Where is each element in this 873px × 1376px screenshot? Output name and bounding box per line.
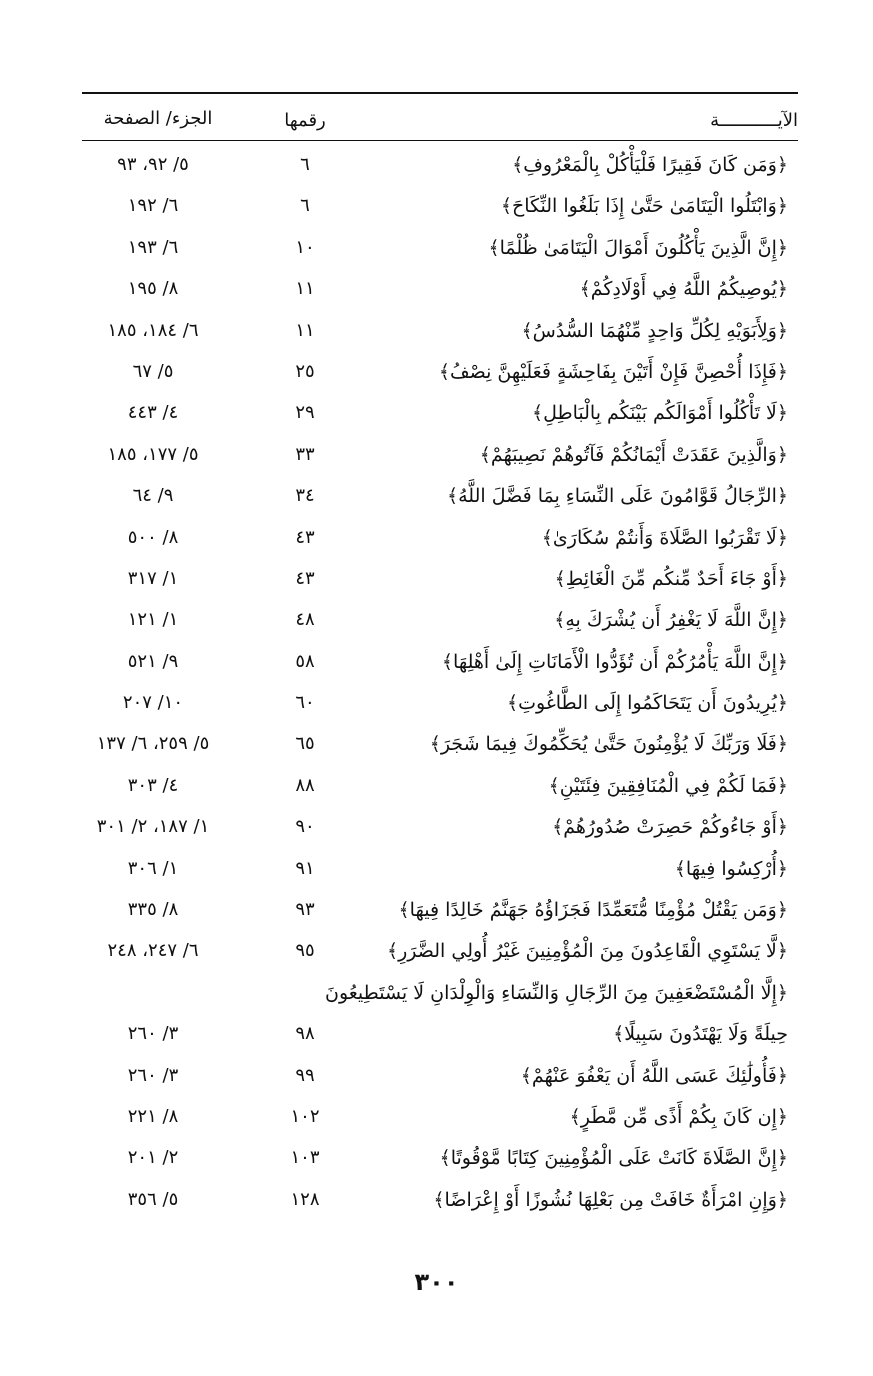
- volume-page: ١/ ٣١٧: [127, 567, 179, 589]
- table-row: [82, 519, 798, 560]
- ayah-number: ٨٨: [295, 774, 315, 796]
- table-row: [82, 560, 798, 601]
- ayah-text: ﴿لَا تَأْكُلُوا أَمْوَالَكُم بَيْنَكُم بِالْبَاطِلِ﴾: [531, 402, 788, 425]
- table-row: [82, 767, 798, 808]
- table-row: [82, 270, 798, 311]
- ayah-text: ﴿فَأُولَٰئِكَ عَسَى اللَّهُ أَن يَعْفُوَ عَنْهُمْ﴾: [520, 1064, 788, 1087]
- ayah-text: ﴿فَإِذَا أُحْصِنَّ فَإِنْ أَتَيْنَ بِفَاحِشَةٍ فَعَلَيْهِنَّ نِصْفُ﴾: [438, 360, 788, 383]
- table-row: [82, 436, 798, 477]
- ayah-number: ٥٨: [295, 650, 315, 672]
- table-row: [82, 850, 798, 891]
- ayah-number: ٢٥: [295, 360, 315, 382]
- table-row: [82, 808, 798, 849]
- volume-page: ٤/ ٣٠٣: [127, 774, 179, 796]
- header-number: رقمها: [284, 110, 326, 131]
- ayah-text: ﴿إِلَّا الْمُسْتَضْعَفِينَ مِنَ الرِّجَالِ وَالنِّسَاءِ وَالْوِلْدَانِ لَا يَسْتَطِيعُونَ: [324, 981, 788, 1004]
- ayah-text: ﴿أَوْ جَاءُوكُمْ حَصِرَتْ صُدُورُهُمْ﴾: [552, 816, 788, 839]
- header-ayah: الآيـــــــــــة: [710, 110, 798, 131]
- table-row: [82, 1181, 798, 1222]
- volume-page: ٢/ ٢٠١: [127, 1147, 179, 1169]
- ayah-number: ٩٨: [295, 1023, 315, 1045]
- volume-page: ٦/ ١٩٢: [127, 195, 179, 217]
- volume-page: ٦/ ١٨٤، ١٨٥: [107, 319, 199, 341]
- ayah-text: ﴿يُوصِيكُمُ اللَّهُ فِي أَوْلَادِكُمْ﴾: [579, 278, 788, 301]
- ayah-text: ﴿لَّا يَسْتَوِي الْقَاعِدُونَ مِنَ الْمُؤْمِنِينَ غَيْرُ أُولِي الضَّرَرِ﴾: [387, 940, 788, 963]
- volume-page: ١/ ١٢١: [127, 609, 179, 631]
- volume-page: ٨/ ٥٠٠: [127, 526, 179, 548]
- ayah-text: ﴿وَابْتَلُوا الْيَتَامَىٰ حَتَّىٰ إِذَا بَلَغُوا النِّكَاحَ﴾: [500, 195, 788, 218]
- ayah-number: ١١: [295, 319, 315, 341]
- ayah-text: ﴿يُرِيدُونَ أَن يَتَحَاكَمُوا إِلَى الطَّاغُوتِ﴾: [506, 692, 788, 715]
- top-rule: [82, 92, 798, 94]
- ayah-number: ٦٥: [295, 733, 315, 755]
- ayah-text: ﴿وَإِنِ امْرَأَةٌ خَافَتْ مِن بَعْلِهَا نُشُوزًا أَوْ إِعْرَاضًا﴾: [433, 1188, 788, 1211]
- table-row: [82, 353, 798, 394]
- page-number: ٣٠٠: [414, 1268, 459, 1296]
- ayah-text: ﴿وَمَن يَقْتُلْ مُؤْمِنًا مُّتَعَمِّدًا فَجَزَاؤُهُ جَهَنَّمُ خَالِدًا فِيهَا﴾: [398, 899, 788, 922]
- volume-page: ٣/ ٢٦٠: [127, 1064, 179, 1086]
- ayah-text: ﴿إِنَّ اللَّهَ لَا يَغْفِرُ أَن يُشْرَكَ بِهِ﴾: [554, 609, 788, 632]
- volume-page: ١٠/ ٢٠٧: [122, 692, 184, 714]
- table-row: [82, 229, 798, 270]
- ayah-number: ٩٠: [295, 816, 315, 838]
- table-row: [82, 477, 798, 518]
- ayah-number: ٦: [300, 195, 310, 217]
- table-row: [82, 1057, 798, 1098]
- table-header: [82, 104, 798, 140]
- ayah-text: ﴿إِن كَانَ بِكُمْ أَذًى مِّن مَّطَرٍ﴾: [569, 1105, 788, 1128]
- ayah-number: ٢٩: [295, 402, 315, 424]
- table-row: [82, 643, 798, 684]
- table-row: [82, 684, 798, 725]
- ayah-number: ١٠٣: [290, 1147, 320, 1169]
- ayah-number: ٩٩: [295, 1064, 315, 1086]
- header-page: الجزء/ الصفحة: [103, 108, 213, 129]
- volume-page: ٨/ ٣٣٥: [127, 899, 179, 921]
- volume-page: ٥/ ٣٥٦: [127, 1188, 179, 1210]
- volume-page: ١/ ١٨٧، ٢/ ٣٠١: [96, 816, 210, 838]
- ayah-number: ٣٤: [295, 485, 315, 507]
- ayah-number: ٦٠: [295, 692, 315, 714]
- ayah-number: ١٠٢: [290, 1105, 320, 1127]
- volume-page: ٩/ ٦٤: [132, 485, 174, 507]
- volume-page: ١/ ٣٠٦: [127, 857, 179, 879]
- volume-page: ٥/ ٢٥٩، ٦/ ١٣٧: [96, 733, 210, 755]
- volume-page: ٦/ ١٩٣: [127, 236, 179, 258]
- ayah-text: ﴿وَلِأَبَوَيْهِ لِكُلِّ وَاحِدٍ مِّنْهُمَا السُّدُسُ﴾: [521, 319, 788, 342]
- ayah-text: ﴿الرِّجَالُ قَوَّامُونَ عَلَى النِّسَاءِ بِمَا فَضَّلَ اللَّهُ﴾: [446, 485, 788, 508]
- ayah-number: ٤٣: [295, 526, 315, 548]
- table-row: [82, 1015, 798, 1056]
- ayah-number: ٩١: [295, 857, 315, 879]
- ayah-number: ٩٣: [295, 899, 315, 921]
- ayah-text: ﴿إِنَّ اللَّهَ يَأْمُرُكُمْ أَن تُؤَدُّوا الْأَمَانَاتِ إِلَىٰ أَهْلِهَا﴾: [441, 650, 788, 673]
- ayah-number: ٤٨: [295, 609, 315, 631]
- ayah-text: ﴿إِنَّ الَّذِينَ يَأْكُلُونَ أَمْوَالَ الْيَتَامَىٰ ظُلْمًا﴾: [488, 236, 788, 259]
- ayah-text: ﴿فَمَا لَكُمْ فِي الْمُنَافِقِينَ فِئَتَيْنِ﴾: [548, 774, 788, 797]
- ayah-number: ٩٥: [295, 940, 315, 962]
- ayah-number: ١١: [295, 278, 315, 300]
- volume-page: ٤/ ٤٤٣: [127, 402, 179, 424]
- ayah-text: ﴿وَمَن كَانَ فَقِيرًا فَلْيَأْكُلْ بِالْمَعْرُوفِ﴾: [512, 154, 788, 176]
- ayah-number: ٦: [300, 154, 310, 175]
- volume-page: ٨/ ١٩٥: [127, 278, 179, 300]
- table-row: [82, 187, 798, 228]
- ayah-number: ٤٣: [295, 567, 315, 589]
- ayah-text: ﴿أَوْ جَاءَ أَحَدٌ مِّنكُم مِّنَ الْغَائِطِ﴾: [554, 567, 788, 590]
- ayah-number: ١٠: [295, 236, 315, 258]
- ayah-text: ﴿إِنَّ الصَّلَاةَ كَانَتْ عَلَى الْمُؤْمِنِينَ كِتَابًا مَّوْقُوتًا﴾: [439, 1147, 788, 1170]
- table-row: [82, 932, 798, 973]
- table-row: [82, 394, 798, 435]
- volume-page: ٩/ ٥٢١: [127, 650, 179, 672]
- volume-page: ٣/ ٢٦٠: [127, 1023, 179, 1045]
- volume-page: ٥/ ٦٧: [132, 360, 174, 382]
- ayah-text: ﴿أُرْكِسُوا فِيهَا﴾: [674, 857, 788, 880]
- ayah-text: ﴿لَا تَقْرَبُوا الصَّلَاةَ وَأَنتُمْ سُكَارَىٰ﴾: [541, 526, 788, 549]
- ayah-text: ﴿وَالَّذِينَ عَقَدَتْ أَيْمَانُكُمْ فَآتُوهُمْ نَصِيبَهُمْ﴾: [479, 443, 788, 466]
- table-row: [82, 312, 798, 353]
- ayah-number: ٣٣: [295, 443, 315, 465]
- table-row: [82, 146, 798, 187]
- table-row: [82, 725, 798, 766]
- volume-page: ٥/ ١٧٧، ١٨٥: [107, 443, 199, 465]
- table-row: [82, 891, 798, 932]
- ayah-text: حِيلَةً وَلَا يَهْتَدُونَ سَبِيلًا﴾: [613, 1023, 788, 1046]
- table-row: [82, 974, 798, 1015]
- header-rule: [82, 140, 798, 141]
- volume-page: ٥/ ٩٢، ٩٣: [117, 154, 189, 175]
- ayah-number: ١٢٨: [290, 1188, 320, 1210]
- table-row: [82, 1098, 798, 1139]
- volume-page: ٦/ ٢٤٧، ٢٤٨: [107, 940, 199, 962]
- table-row: [82, 1139, 798, 1180]
- volume-page: ٨/ ٢٢١: [127, 1105, 179, 1127]
- ayah-text: ﴿فَلَا وَرَبِّكَ لَا يُؤْمِنُونَ حَتَّىٰ يُحَكِّمُوكَ فِيمَا شَجَرَ﴾: [429, 733, 788, 756]
- table-body: [82, 146, 798, 1222]
- table-row: [82, 601, 798, 642]
